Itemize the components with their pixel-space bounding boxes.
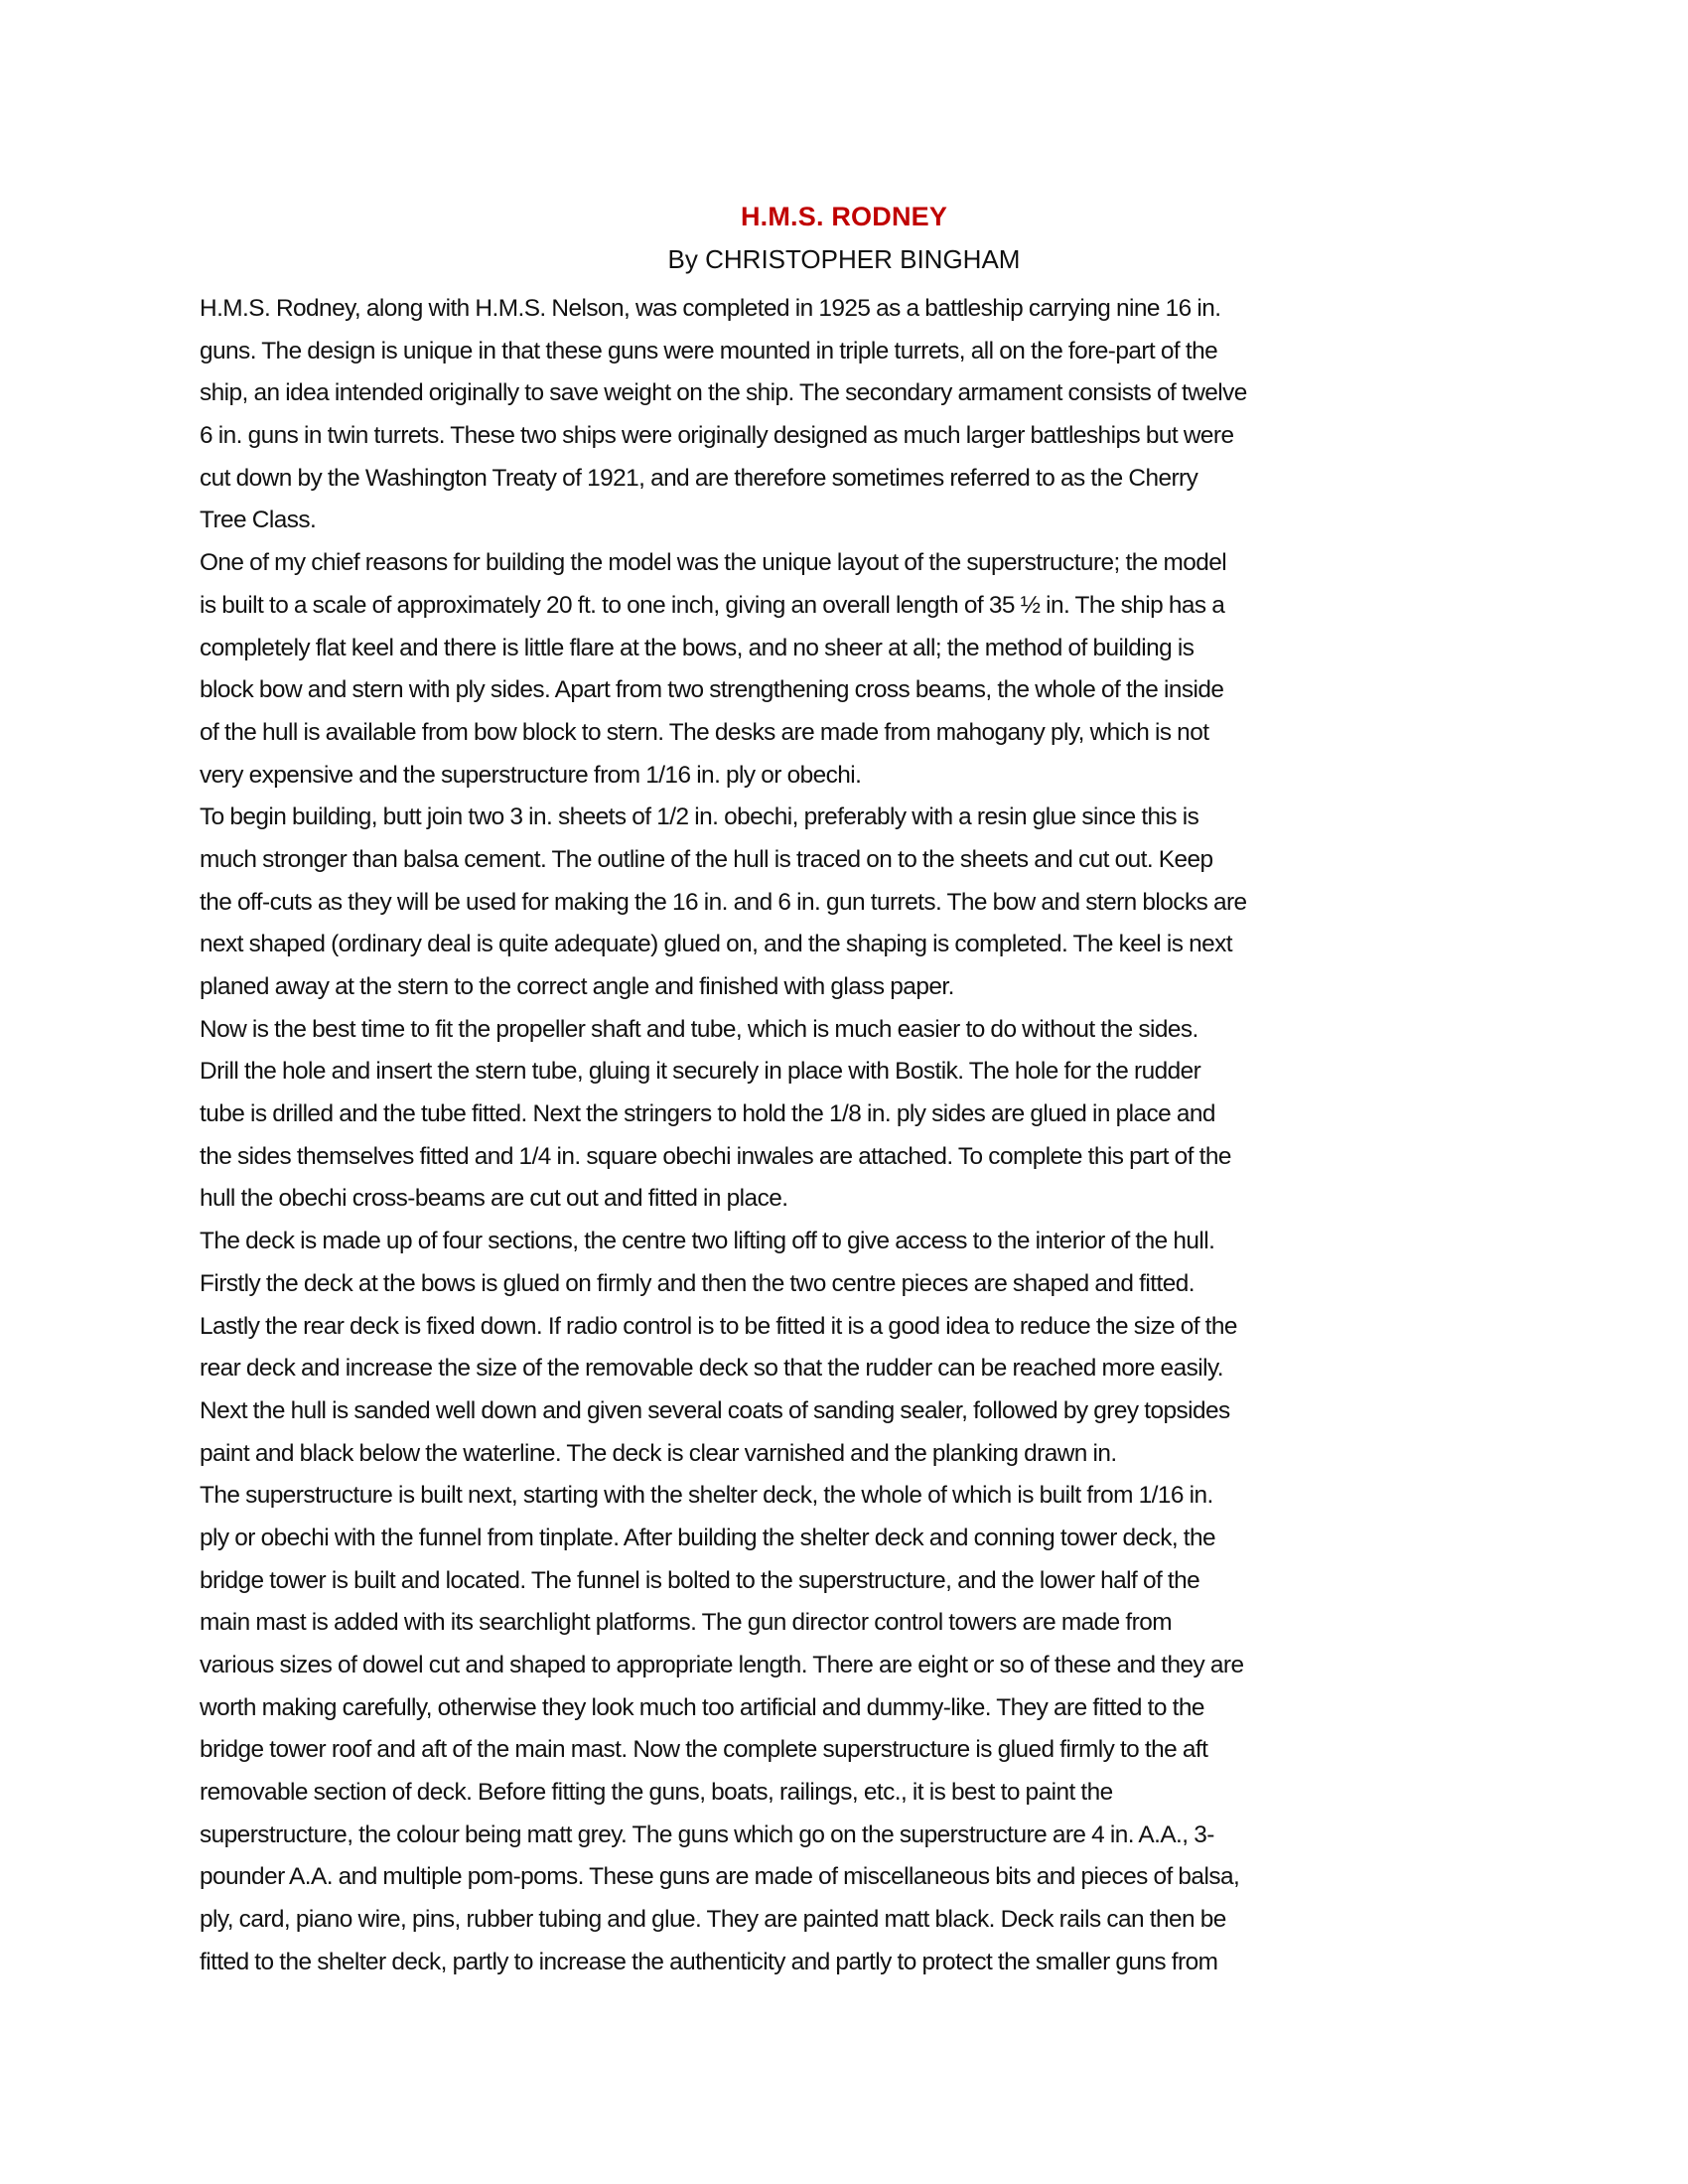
text-line: planed away at the stern to the correct angle and finished with glass paper. <box>200 973 954 1000</box>
text-line: much stronger than balsa cement. The outline of the hull is traced on to the sheets and cut out. Keep <box>200 845 1213 873</box>
text-line: Drill the hole and insert the stern tube, gluing it securely in place with Bostik. The hole for the rudder <box>200 1058 1201 1086</box>
text-line: 6 in. guns in twin turrets. These two ships were originally designed as much larger battleships but were <box>200 422 1234 450</box>
paragraph <box>200 288 1510 542</box>
text-line: Lastly the rear deck is fixed down. If radio control is to be fitted it is a good idea to reduce the size of the <box>200 1312 1237 1340</box>
paragraph <box>200 1475 1510 1983</box>
text-line: One of my chief reasons for building the model was the unique layout of the superstructure; the model <box>200 549 1227 577</box>
text-line: superstructure, the colour being matt grey. The guns which go on the superstructure are 4 in. A.A., 3- <box>200 1820 1214 1848</box>
text-line: fitted to the shelter deck, partly to increase the authenticity and partly to protect the smaller guns from <box>200 1948 1218 1975</box>
text-line: bridge tower roof and aft of the main mast. Now the complete superstructure is glued firmly to the aft <box>200 1736 1208 1764</box>
text-line: block bow and stern with ply sides. Apart from two strengthening cross beams, the whole of the inside <box>200 676 1224 704</box>
text-line: To begin building, butt join two 3 in. sheets of 1/2 in. obechi, preferably with a resin glue since this is <box>200 803 1199 831</box>
text-line: Firstly the deck at the bows is glued on firmly and then the two centre pieces are shaped and fitted. <box>200 1269 1195 1297</box>
text-line: ply, card, piano wire, pins, rubber tubing and glue. They are painted matt black. Deck rails can then be <box>200 1906 1226 1934</box>
text-line: hull the obechi cross-beams are cut out and fitted in place. <box>200 1185 788 1213</box>
text-line: The deck is made up of four sections, the centre two lifting off to give access to the interior of the hull. <box>200 1228 1215 1255</box>
text-line: removable section of deck. Before fitting the guns, boats, railings, etc., it is best to paint the <box>200 1779 1113 1807</box>
text-line: next shaped (ordinary deal is quite adequate) glued on, and the shaping is completed. The keel is next <box>200 931 1233 958</box>
paragraph <box>200 1009 1510 1221</box>
text-line: cut down by the Washington Treaty of 1921, and are therefore sometimes referred to as the Cherry <box>200 464 1198 492</box>
document-title: H.M.S. RODNEY <box>740 202 948 231</box>
text-line: pounder A.A. and multiple pom-poms. These guns are made of miscellaneous bits and pieces of balsa, <box>200 1863 1240 1891</box>
text-line: the sides themselves fitted and 1/4 in. square obechi inwales are attached. To complete this part of the <box>200 1142 1231 1170</box>
text-line: Next the hull is sanded well down and given several coats of sanding sealer, followed by grey topsides <box>200 1396 1230 1424</box>
text-line: completely flat keel and there is little flare at the bows, and no sheer at all; the method of building is <box>200 634 1195 661</box>
text-line: paint and black below the waterline. The deck is clear varnished and the planking drawn in. <box>200 1439 1117 1467</box>
paragraph <box>200 797 1510 1008</box>
text-line: is built to a scale of approximately 20 ft. to one inch, giving an overall length of 35 ½ in. The ship has a <box>200 591 1225 619</box>
text-line: very expensive and the superstructure from 1/16 in. ply or obechi. <box>200 761 862 789</box>
text-line: ply or obechi with the funnel from tinplate. After building the shelter deck and conning tower deck, the <box>200 1524 1216 1551</box>
text-line: ship, an idea intended originally to save weight on the ship. The secondary armament consists of twelve <box>200 379 1247 407</box>
document-body <box>200 288 1510 1984</box>
text-line: of the hull is available from bow block to stern. The desks are made from mahogany ply, which is not <box>200 718 1209 746</box>
text-line: main mast is added with its searchlight platforms. The gun director control towers are made from <box>200 1609 1173 1637</box>
text-line: the off-cuts as they will be used for making the 16 in. and 6 in. gun turrets. The bow and stern blocks are <box>200 888 1247 916</box>
text-line: H.M.S. Rodney, along with H.M.S. Nelson, was completed in 1925 as a battleship carrying nine 16 in. <box>200 295 1221 322</box>
text-line: tube is drilled and the tube fitted. Next the stringers to hold the 1/8 in. ply sides are glued in place and <box>200 1100 1215 1128</box>
document-byline: By CHRISTOPHER BINGHAM <box>667 244 1021 274</box>
text-line: various sizes of dowel cut and shaped to appropriate length. There are eight or so of these and they are <box>200 1652 1244 1678</box>
text-line: rear deck and increase the size of the removable deck so that the rudder can be reached more easily. <box>200 1355 1224 1383</box>
text-line: guns. The design is unique in that these guns were mounted in triple turrets, all on the fore-part of the <box>200 337 1218 364</box>
text-line: Tree Class. <box>200 507 317 534</box>
text-line: worth making carefully, otherwise they look much too artificial and dummy-like. They are fitted to the <box>200 1693 1204 1721</box>
text-line: Now is the best time to fit the propeller shaft and tube, which is much easier to do without the sides. <box>200 1015 1198 1043</box>
text-line: bridge tower is built and located. The funnel is bolted to the superstructure, and the lower half of the <box>200 1566 1200 1594</box>
text-line: The superstructure is built next, starting with the shelter deck, the whole of which is built from 1/16 in. <box>200 1482 1213 1510</box>
paragraph <box>200 1221 1510 1475</box>
paragraph <box>200 542 1510 797</box>
